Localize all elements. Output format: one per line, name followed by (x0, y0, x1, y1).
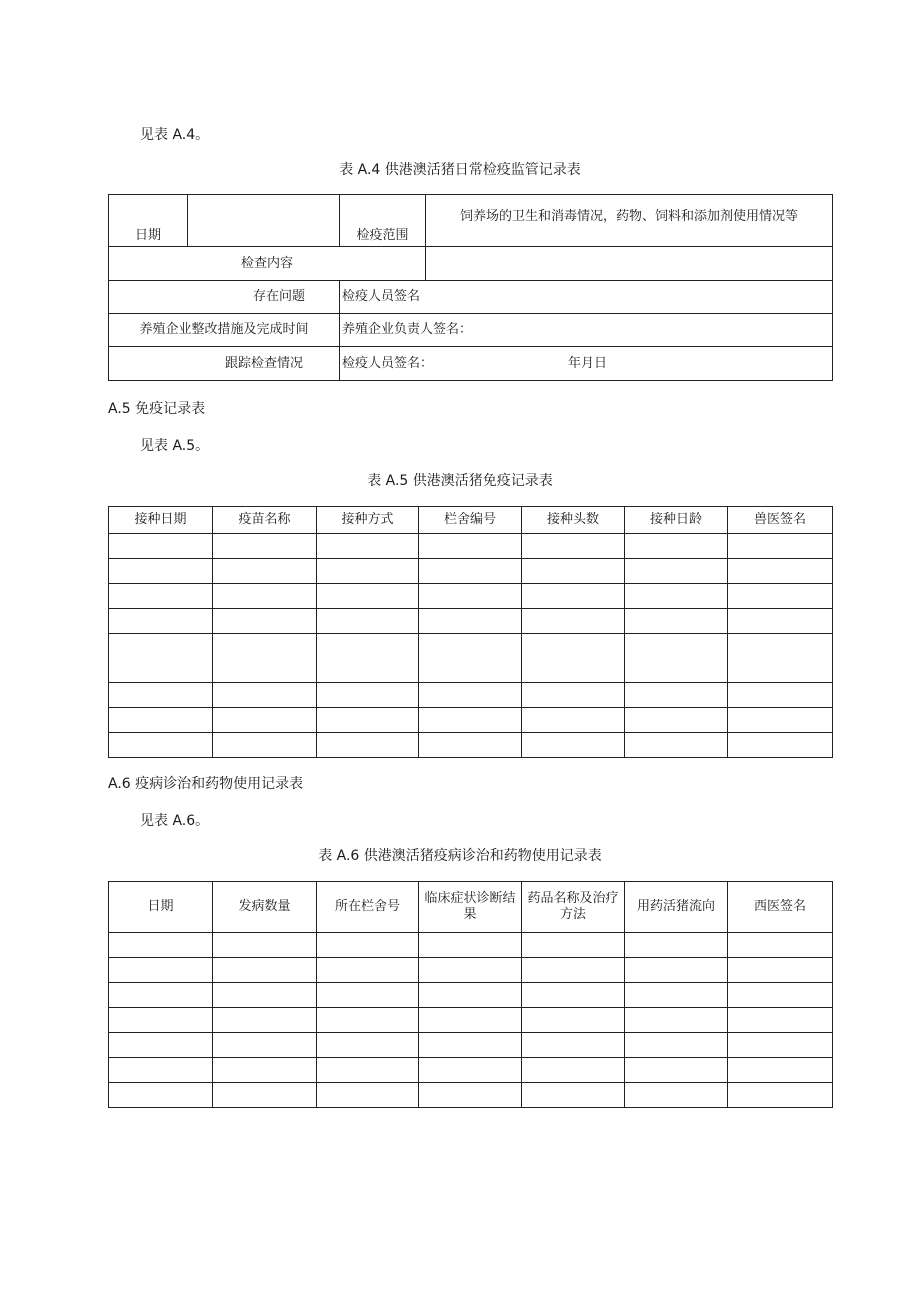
table-row (109, 933, 833, 958)
table-row (109, 683, 833, 708)
a4-problems-label: 存在问题 (109, 281, 340, 314)
a5-header-cell: 接种头数 (522, 507, 625, 534)
table-a4 (108, 194, 833, 381)
table-row (109, 1083, 833, 1108)
a6-header-cell: 西医签名 (728, 882, 833, 933)
a6-header-cell: 临床症状诊断结果 (419, 882, 522, 933)
a4-followup-label: 跟踪检查情况 (109, 347, 340, 381)
table-row (109, 534, 833, 559)
a4-date-label: 日期 (109, 195, 188, 247)
table-row (109, 958, 833, 983)
see-table-a4: 见表 A.4。 (140, 127, 210, 143)
table-a6-title: 表 A.6 供港澳活猪疫病诊治和药物使用记录表 (318, 848, 602, 864)
a6-header-cell: 药品名称及治疗方法 (522, 882, 625, 933)
a4-date-ymd: 年月日 (568, 355, 608, 371)
a5-header-cell: 栏舍编号 (419, 507, 522, 534)
section-a5-heading: A.5 免疫记录表 (108, 401, 206, 417)
a4-date-value (188, 195, 340, 247)
a5-header-cell: 接种日龄 (625, 507, 728, 534)
table-row (109, 609, 833, 634)
table-a5-title: 表 A.5 供港澳活猪免疫记录表 (367, 473, 553, 489)
table-row (109, 559, 833, 584)
table-row (109, 733, 833, 758)
a5-header-cell: 接种方式 (317, 507, 419, 534)
table-row (109, 1058, 833, 1083)
a6-header-cell: 日期 (109, 882, 213, 933)
a5-header-cell: 兽医签名 (728, 507, 833, 534)
section-a6-heading: A.6 疫病诊治和药物使用记录表 (108, 776, 304, 792)
table-a4-title: 表 A.4 供港澳活猪日常检疫监管记录表 (339, 162, 581, 178)
table-row (109, 983, 833, 1008)
a4-scope-label: 检疫范围 (340, 195, 426, 247)
a4-inspector-signature-colon: 检疫人员签名： (342, 355, 434, 371)
table-a6 (108, 881, 833, 1108)
a4-inspector-signature: 检疫人员签名 (340, 281, 833, 314)
table-row (109, 1008, 833, 1033)
a5-header-cell: 疫苗名称 (213, 507, 317, 534)
see-table-a6: 见表 A.6。 (140, 813, 210, 829)
a4-check-content-value (426, 247, 833, 281)
table-a5 (108, 506, 833, 758)
a4-check-content-label: 检查内容 (109, 247, 426, 281)
a4-owner-signature: 养殖企业负责人签名： (340, 314, 833, 347)
a6-header-cell: 用药活猪流向 (625, 882, 728, 933)
a4-followup-signature-cell (340, 347, 833, 381)
see-table-a5: 见表 A.5。 (140, 438, 210, 454)
a4-scope-value: 饲养场的卫生和消毒情况，药物、饲料和添加剂使用情况等 (426, 195, 833, 247)
table-row (109, 1033, 833, 1058)
table-row (109, 634, 833, 683)
a6-header-cell: 所在栏舍号 (317, 882, 419, 933)
a5-header-cell: 接种日期 (109, 507, 213, 534)
table-row (109, 708, 833, 733)
a6-header-cell: 发病数量 (213, 882, 317, 933)
a4-rectification-label: 养殖企业整改措施及完成时间 (109, 314, 340, 347)
table-row (109, 584, 833, 609)
